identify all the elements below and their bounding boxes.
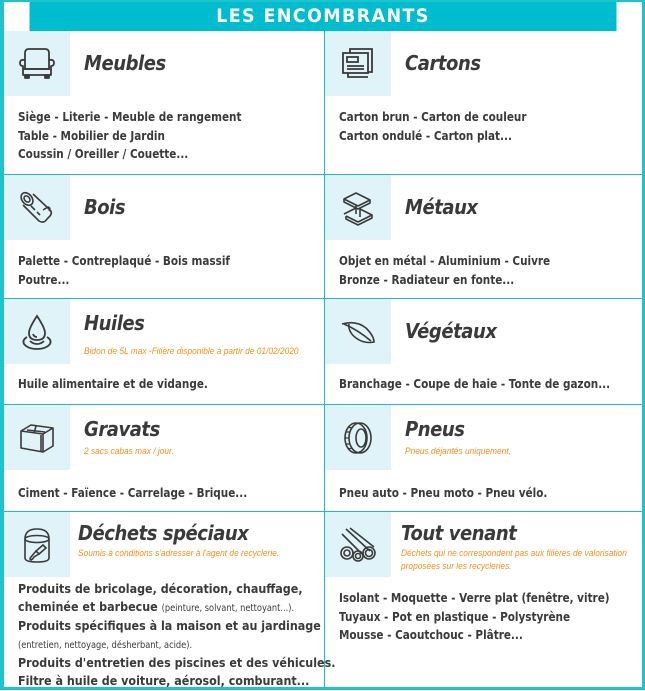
category-bois bbox=[4, 175, 325, 298]
description-line: Produits de bricolage, décoration, chauffage, bbox=[18, 582, 303, 597]
category-title: Huiles bbox=[84, 311, 145, 335]
description-line: Produits d'entretien des piscines et des véhicules. bbox=[18, 655, 336, 671]
category-description bbox=[339, 375, 610, 394]
category-vegetaux bbox=[325, 299, 642, 404]
description-line: Ciment - Faïence - Carrelage - Brique... bbox=[18, 486, 248, 500]
description-line: Isolant - Moquette - Verre plat (fenêtre, vitre) bbox=[339, 591, 610, 605]
cardboard-icon bbox=[325, 31, 391, 96]
grid-row bbox=[4, 175, 642, 299]
category-meubles bbox=[4, 31, 325, 174]
category-tout-venant bbox=[325, 512, 642, 688]
category-title: Végétaux bbox=[405, 319, 497, 343]
category-cartons bbox=[325, 31, 642, 174]
category-title: Tout venant bbox=[401, 521, 517, 545]
category-description bbox=[18, 484, 247, 503]
description-line: Siège - Literie - Meuble de rangement bbox=[18, 110, 242, 124]
page-title: LES ENCOMBRANTS bbox=[30, 2, 617, 31]
category-note bbox=[401, 548, 627, 573]
category-huiles bbox=[4, 299, 325, 404]
description-line: Palette - Contreplaqué - Bois massif bbox=[18, 254, 230, 268]
description-line: Branchage - Coupe de haie - Tonte de gazon... bbox=[339, 377, 611, 391]
category-description bbox=[18, 252, 230, 289]
description-line: Carton ondulé - Carton plat... bbox=[339, 128, 512, 143]
steel-beam-icon bbox=[325, 175, 391, 240]
category-description bbox=[339, 108, 526, 145]
description-line: Tuyaux - Pot en plastique - Polystyrène bbox=[339, 609, 571, 624]
description-line: Huile alimentaire et de vidange. bbox=[18, 377, 208, 391]
description-detail: (peinture, solvant, nettoyant...). bbox=[161, 603, 295, 615]
tire-icon bbox=[325, 405, 391, 470]
category-pneus bbox=[325, 405, 642, 511]
description-line: Coussin / Oreiller / Couette... bbox=[18, 147, 189, 161]
category-description bbox=[18, 108, 241, 164]
leaf-icon bbox=[325, 299, 391, 364]
category-title: Meubles bbox=[84, 51, 166, 75]
grid-row bbox=[4, 299, 642, 405]
description-line: Filtre à huile de voiture, aérosol, comburant... bbox=[18, 674, 310, 690]
category-note: Bidon de 5L max -Filière disponible à partir de 01/02/2020 bbox=[84, 346, 299, 357]
category-title: Pneus bbox=[405, 417, 465, 441]
note-line: Déchets qui ne correspondent pas aux filières de valorisation bbox=[401, 548, 627, 559]
category-grid bbox=[4, 31, 642, 688]
grid-row bbox=[4, 512, 642, 688]
log-icon bbox=[4, 175, 70, 240]
description-line: Pneu auto - Pneu moto - Pneu vélo. bbox=[339, 486, 548, 500]
category-note: 2 sacs cabas max / jour. bbox=[84, 446, 174, 457]
description-line bbox=[18, 599, 335, 618]
armchair-icon bbox=[4, 31, 70, 96]
category-title: Déchets spéciaux bbox=[78, 521, 249, 545]
grid-row bbox=[4, 31, 642, 175]
brick-icon bbox=[4, 405, 70, 470]
pipes-icon bbox=[325, 512, 391, 577]
category-title: Gravats bbox=[84, 417, 160, 441]
paint-bucket-icon bbox=[4, 512, 70, 577]
category-note: Soumis à conditions s'adresser à l'agent de recyclerie. bbox=[78, 548, 280, 559]
category-title: Bois bbox=[84, 195, 126, 219]
description-line: Carton brun - Carton de couleur bbox=[339, 110, 527, 124]
category-description bbox=[18, 375, 208, 394]
description-line: Table - Mobilier de Jardin bbox=[18, 128, 165, 143]
category-description bbox=[339, 252, 550, 289]
grid-row bbox=[4, 405, 642, 512]
category-dechets-speciaux bbox=[4, 512, 336, 690]
description-line: Poutre... bbox=[18, 272, 70, 287]
category-gravats bbox=[4, 405, 325, 511]
oil-drop-icon bbox=[4, 299, 70, 364]
category-description bbox=[339, 589, 610, 645]
description-line: Bronze - Radiateur en fonte... bbox=[339, 272, 515, 287]
description-text: cheminée et barbecue bbox=[18, 600, 158, 616]
category-title: Cartons bbox=[405, 51, 481, 75]
category-metaux bbox=[325, 175, 642, 298]
category-description bbox=[18, 581, 335, 691]
description-line: Objet en métal - Aluminium - Cuivre bbox=[339, 254, 551, 268]
category-title: Métaux bbox=[405, 195, 478, 219]
description-detail: (entretien, nettoyage, désherbant, acide). bbox=[18, 639, 193, 651]
description-line: Mousse - Caoutchouc - Plâtre... bbox=[339, 628, 523, 642]
category-note: Pneus déjantés uniquement. bbox=[405, 446, 511, 457]
description-line: Produits spécifiques à la maison et au jardinage bbox=[18, 619, 321, 635]
category-description bbox=[339, 484, 547, 503]
note-line: proposées sur les recycleries. bbox=[401, 560, 512, 572]
